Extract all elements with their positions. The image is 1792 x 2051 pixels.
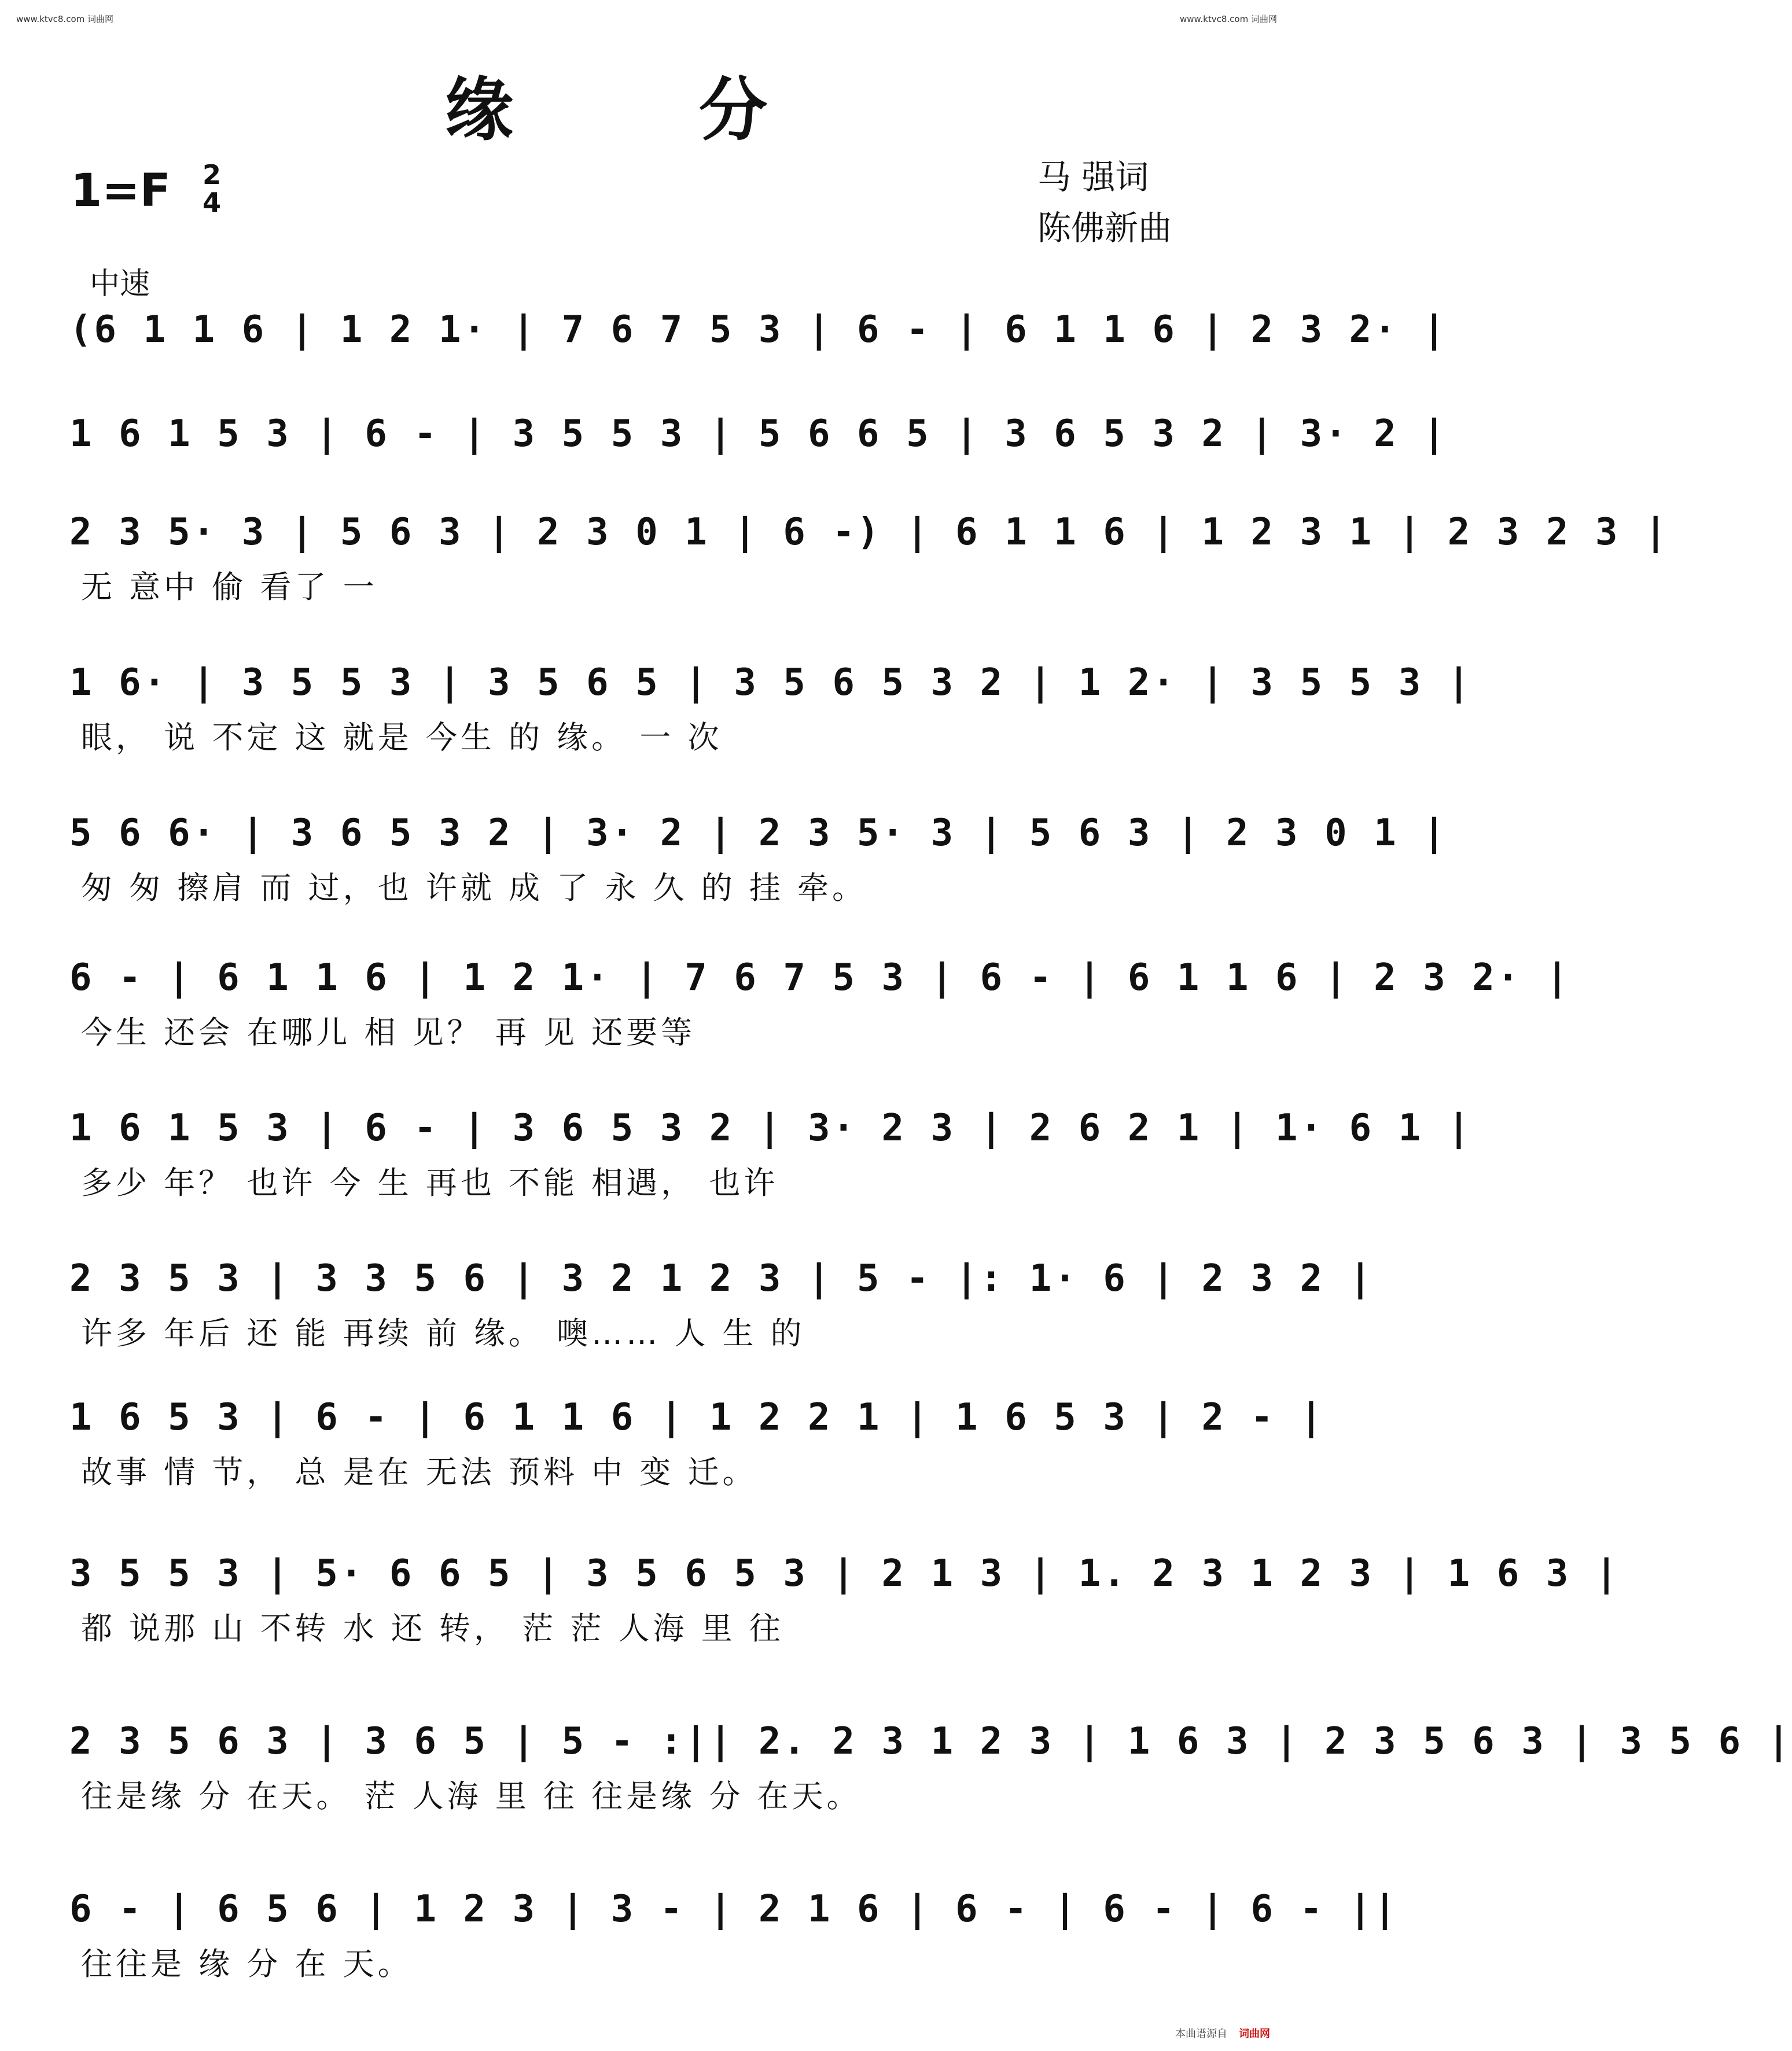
- lyrics-line: 匆 匆 擦肩 而 过，也 许就 成 了 永 久 的 挂 牵。: [81, 869, 867, 906]
- lyrics-line: 故事 情 节， 总 是在 无法 预料 中 变 迁。: [81, 1453, 757, 1490]
- lyrics-line: 往往是 缘 分 在 天。: [81, 1945, 413, 1982]
- score-system-2: [69, 405, 1448, 509]
- notation-line: 3 5 5 3 | 5· 6 6 5 | 3 5 6 5 3 | 2 1 3 | 1. 2 3 1 2 3 | 1 6 3 |: [69, 1552, 1620, 1595]
- notation-line: 2 3 5· 3 | 5 6 3 | 2 3 0 1 | 6 -) | 6 1 1 6 | 1 2 3 1 | 2 3 2 3 |: [69, 511, 1669, 554]
- lyrics-line: 往是缘 分 在天。 茫 人海 里 往 往是缘 分 在天。: [81, 1777, 862, 1814]
- score-system-5: [69, 804, 1448, 908]
- time-signature: [200, 161, 223, 216]
- footer: [1175, 2026, 1270, 2041]
- score-system-4: [69, 654, 1473, 758]
- tempo-marking: 中速: [90, 267, 150, 301]
- lyrics-line: 今生 还会 在哪儿 相 见？ 再 见 还要等: [81, 1014, 696, 1051]
- lyrics-line: [69, 359, 1221, 405]
- lyrics-line: 无 意中 偷 看了 一: [81, 568, 378, 605]
- footer-source: 本曲谱源自: [1175, 2028, 1227, 2040]
- score-system-11: [69, 1713, 1792, 1817]
- site-watermark-left: www.ktvc8.com 词曲网: [16, 14, 114, 24]
- lyrics-line: 多少 年？ 也许 今 生 再也 不能 相遇， 也许: [81, 1164, 779, 1201]
- score-system-12: [69, 1880, 1399, 1984]
- lyrics-line: 都 说那 山 不转 水 还 转， 茫 茫 人海 里 往: [81, 1610, 784, 1647]
- credits: [1037, 152, 1172, 253]
- score-system-8: [69, 1250, 1374, 1354]
- notation-line: 2 3 5 3 | 3 3 5 6 | 3 2 1 2 3 | 5 - |: 1· 6 | 2 3 2 |: [69, 1257, 1374, 1300]
- score-system-1: [69, 301, 1448, 405]
- score-system-7: [69, 1099, 1473, 1203]
- footer-site: 词曲网: [1239, 2028, 1270, 2040]
- composer: 陈佛新曲: [1037, 208, 1172, 248]
- notation-line: (6 1 1 6 | 1 2 1· | 7 6 7 5 3 | 6 - | 6 1 1 6 | 2 3 2· |: [69, 308, 1448, 351]
- score-system-10: [69, 1545, 1620, 1649]
- notation-line: 1 6 1 5 3 | 6 - | 3 6 5 3 2 | 3· 2 3 | 2 6 2 1 | 1· 6 1 |: [69, 1107, 1473, 1150]
- notation-line: 6 - | 6 1 1 6 | 1 2 1· | 7 6 7 5 3 | 6 - | 6 1 1 6 | 2 3 2· |: [69, 956, 1571, 999]
- time-signature-top: 2: [202, 159, 221, 190]
- notation-line: 5 6 6· | 3 6 5 3 2 | 3· 2 | 2 3 5· 3 | 5 6 3 | 2 3 0 1 |: [69, 812, 1448, 855]
- notation-line: 6 - | 6 5 6 | 1 2 3 | 3 - | 2 1 6 | 6 - | 6 - | 6 - ||: [69, 1888, 1399, 1931]
- score-system-3: [69, 503, 1669, 607]
- notation-line: 1 6 1 5 3 | 6 - | 3 5 5 3 | 5 6 6 5 | 3 6 5 3 2 | 3· 2 |: [69, 413, 1448, 455]
- key-signature: 1=F: [71, 165, 171, 217]
- site-watermark-right: www.ktvc8.com 词曲网: [1179, 14, 1277, 24]
- notation-line: 1 6· | 3 5 5 3 | 3 5 6 5 | 3 5 6 5 3 2 | 1 2· | 3 5 5 3 |: [69, 661, 1473, 704]
- time-signature-bottom: 4: [202, 187, 221, 218]
- score-system-6: [69, 949, 1571, 1053]
- lyricist: 马 强词: [1037, 157, 1149, 197]
- lyrics-line: 许多 年后 还 能 再续 前 缘。 噢…… 人 生 的: [81, 1314, 805, 1352]
- lyrics-line: [69, 463, 1221, 509]
- lyrics-line: 眼， 说 不定 这 就是 今生 的 缘。 一 次: [81, 719, 723, 756]
- notation-line: 1 6 5 3 | 6 - | 6 1 1 6 | 1 2 2 1 | 1 6 5 3 | 2 - |: [69, 1396, 1325, 1439]
- song-title: 缘 分: [444, 69, 849, 150]
- notation-line: 2 3 5 6 3 | 3 6 5 | 5 - :|| 2. 2 3 1 2 3 | 1 6 3 | 2 3 5 6 3 | 3 5 6 |: [69, 1720, 1792, 1763]
- score-system-9: [69, 1389, 1325, 1493]
